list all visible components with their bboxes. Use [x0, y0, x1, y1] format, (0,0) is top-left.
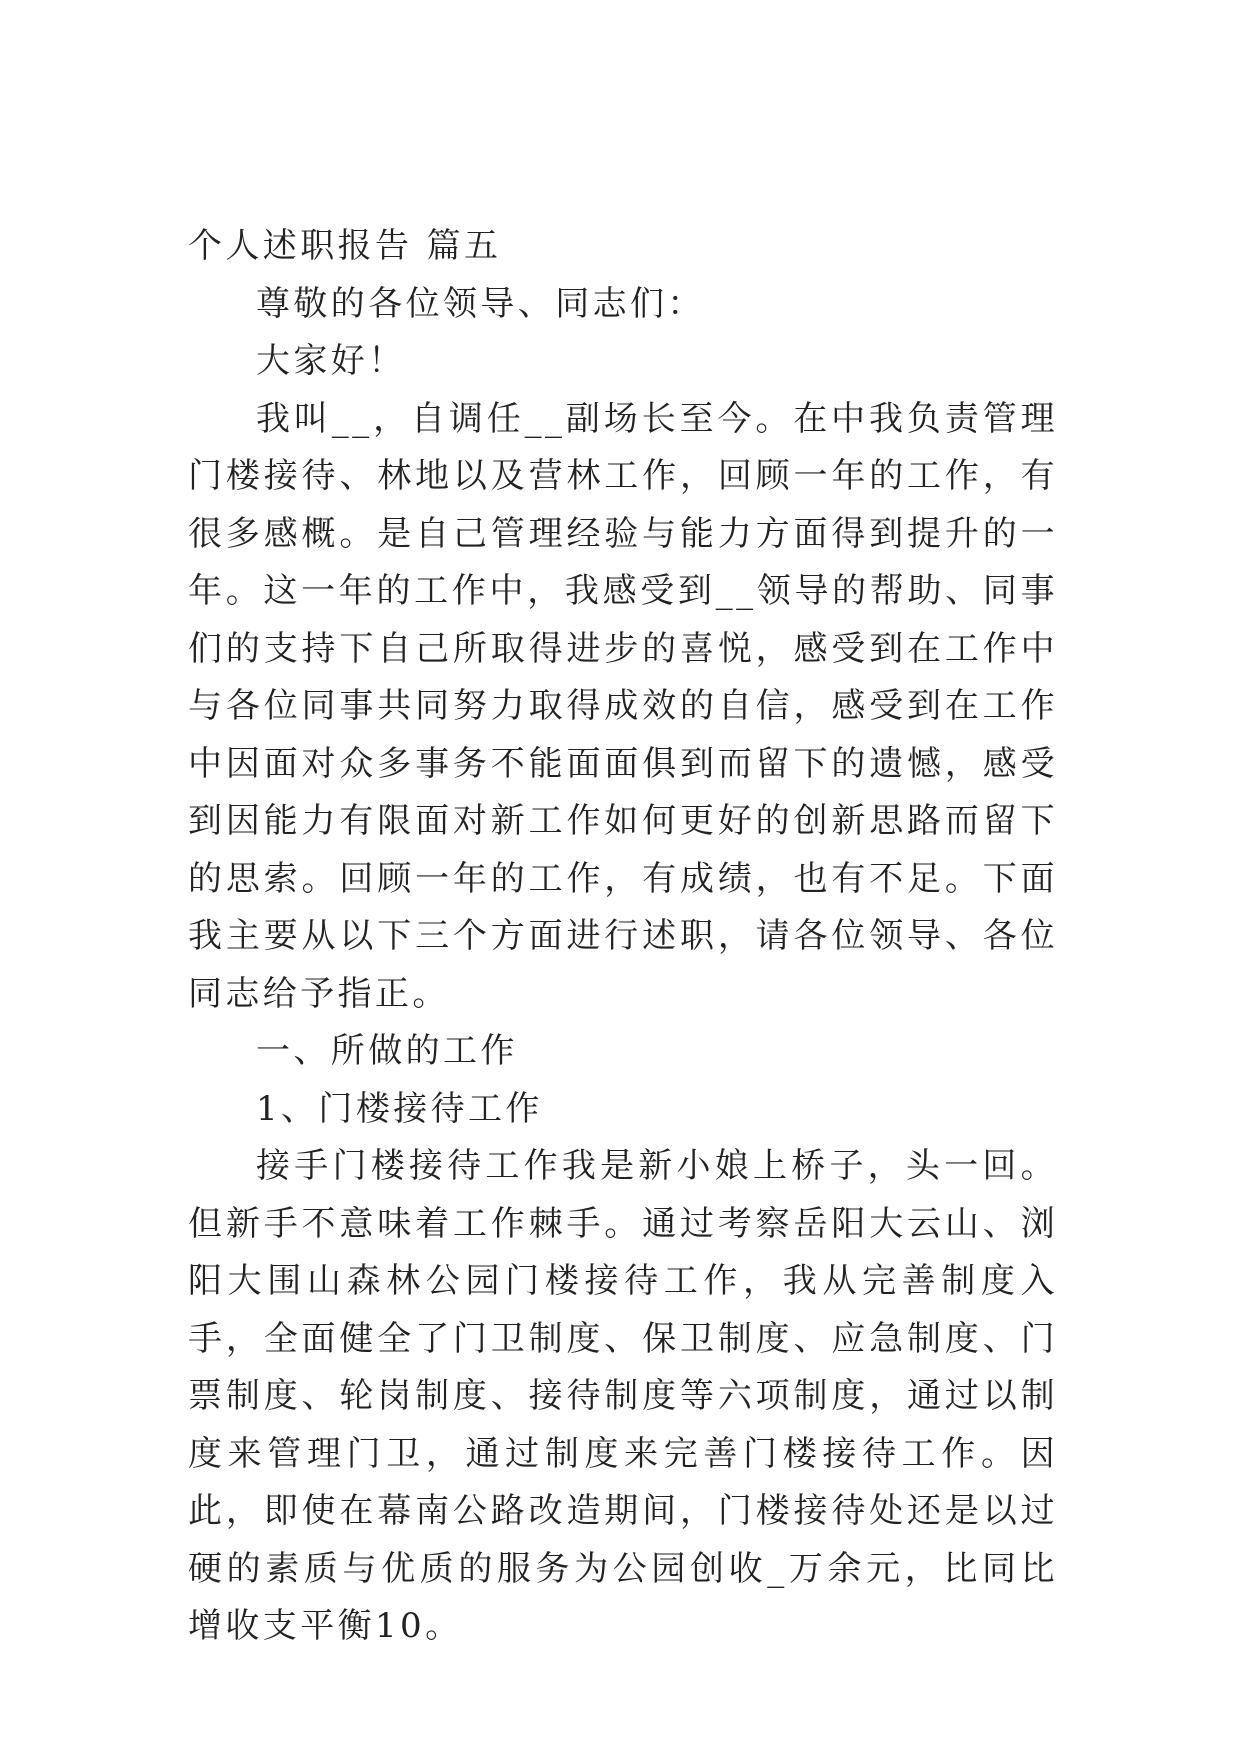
greeting: 大家好！ [256, 341, 406, 381]
document-title: 个人述职报告 篇五 [188, 226, 502, 266]
intro-paragraph: 我叫__，自调任__副场长至今。在中我负责管理门楼接待、林地以及营林工作，回顾一年的工作，有很多感概。是自己管理经验与能力方面得到提升的一年。这一年的工作中，我感受到__领导的帮助、同事们的支持下自己所取得进步的喜悦，感受到在工作中与各位同事共同努力取得成效的自信，感受到在工作中因面对众多事务不能面面俱到而留下的遗憾，感受到因能力有限面对新工作如何更好的创新思路而留下的思索。回顾一年的工作，有成绩，也有不足。下面我主要从以下三个方面进行述职，请各位领导、各位同志给予指正。 [188, 398, 1058, 1014]
section-heading: 一、所做的工作 [256, 1031, 518, 1071]
body-paragraph: 接手门楼接待工作我是新小娘上桥子，头一回。但新手不意味着工作棘手。通过考察岳阳大云山、浏阳大围山森林公园门楼接待工作，我从完善制度入手，全面健全了门卫制度、保卫制度、应急制度、门票制度、轮岗制度、接待制度等六项制度，通过以制度来管理门卫，通过制度来完善门楼接待工作。因此，即使在幕南公路改造期间，门楼接待处还是以过硬的素质与优质的服务为公园创收_万余元，比同比增收支平衡10。 [188, 1146, 1058, 1646]
salutation: 尊敬的各位领导、同志们： [256, 283, 705, 324]
document-body [188, 218, 1058, 1656]
subsection-heading: 1、门楼接待工作 [256, 1088, 543, 1129]
